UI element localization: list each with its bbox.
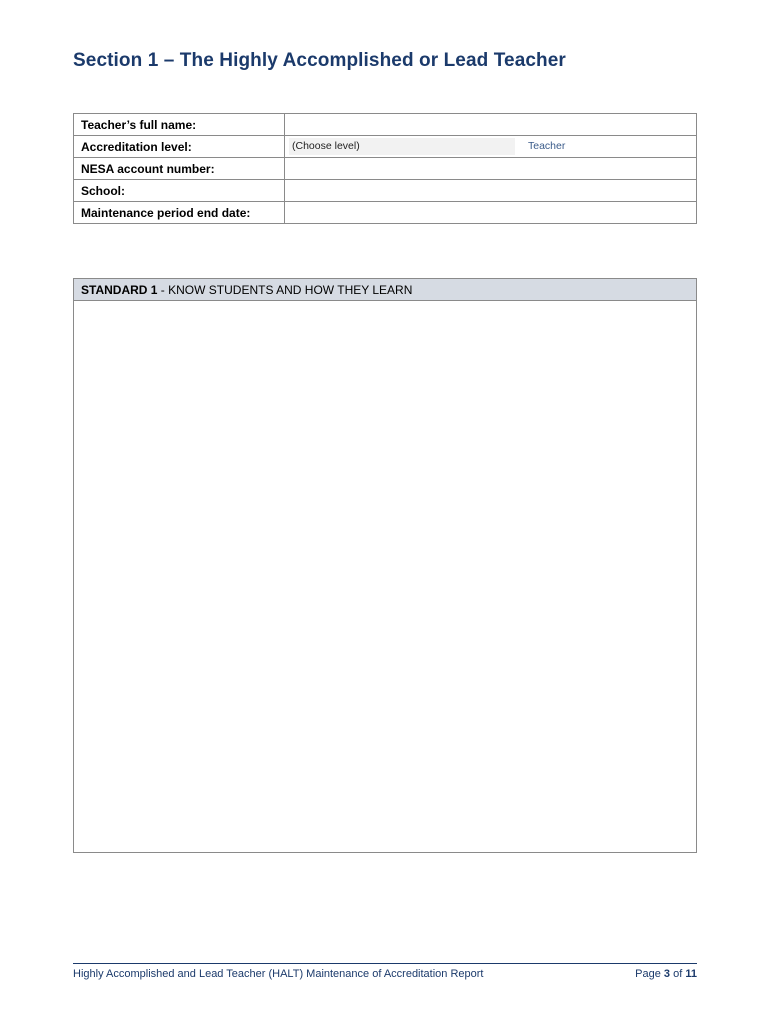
section-title: Section 1 – The Highly Accomplished or Lead Teacher (73, 50, 566, 71)
page-prefix: Page (635, 968, 661, 980)
table-row (74, 202, 697, 224)
table-row (74, 180, 697, 202)
end-date-field[interactable] (285, 202, 697, 224)
nesa-account-label: NESA account number: (74, 158, 285, 180)
table-row (74, 136, 697, 158)
footer-divider (73, 963, 697, 964)
footer-page-number (635, 968, 697, 980)
standard-1-box (73, 278, 697, 853)
standard-title: - KNOW STUDENTS AND HOW THEY LEARN (157, 283, 413, 297)
nesa-account-field[interactable] (285, 158, 697, 180)
page-total: 11 (685, 968, 697, 980)
standard-number: STANDARD 1 (81, 283, 158, 297)
footer-report-title: Highly Accomplished and Lead Teacher (HALT) Maintenance of Accreditation Report (73, 968, 484, 980)
school-field[interactable] (285, 180, 697, 202)
accreditation-level-field (285, 136, 697, 158)
standard-1-header (74, 279, 696, 301)
level-suffix-text: Teacher (528, 140, 566, 152)
teacher-name-label: Teacher’s full name: (74, 114, 285, 136)
accreditation-level-label: Accreditation level: (74, 136, 285, 158)
page-current: 3 (663, 968, 671, 980)
table-row (74, 158, 697, 180)
table-row (74, 114, 697, 136)
standard-1-response-area[interactable] (74, 301, 696, 852)
teacher-name-field[interactable] (285, 114, 697, 136)
choose-level-dropdown[interactable]: (Choose level) (289, 138, 515, 155)
school-label: School: (74, 180, 285, 202)
end-date-label: Maintenance period end date: (74, 202, 285, 224)
teacher-details-table (73, 113, 697, 224)
page-of: of (673, 968, 683, 980)
